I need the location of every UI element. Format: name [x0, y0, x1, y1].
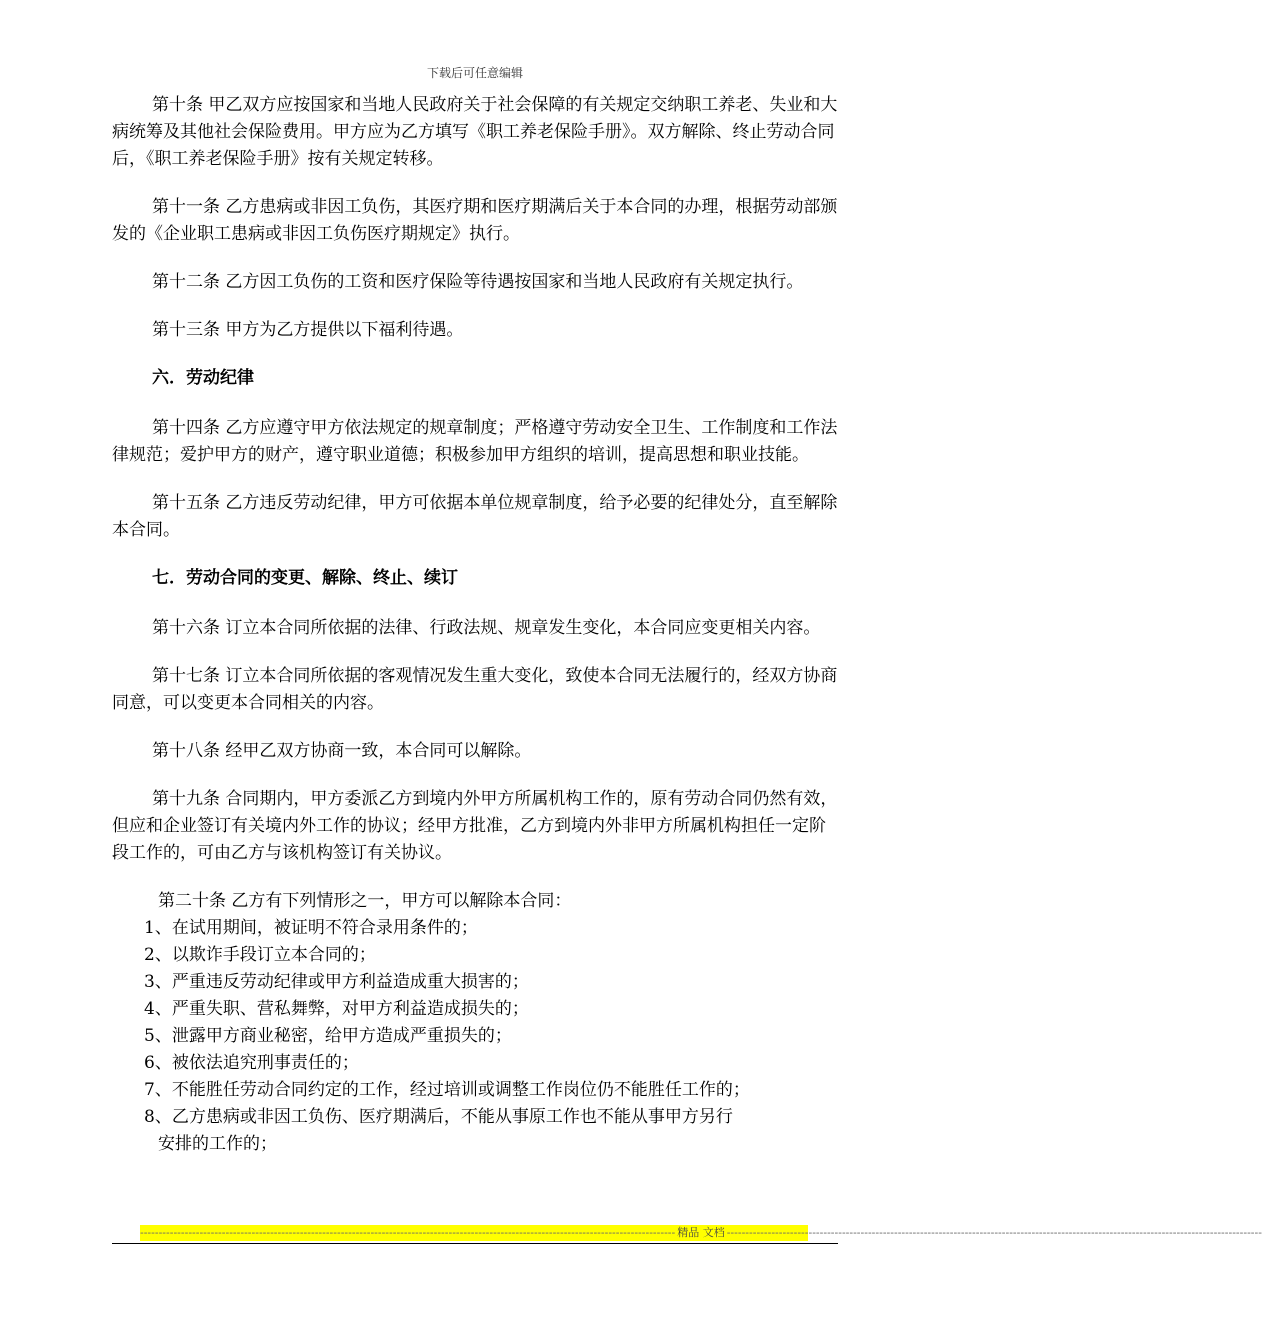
article-18: 第十八条 经甲乙双方协商一致，本合同可以解除。	[152, 741, 532, 761]
article-15: 第十五条 乙方违反劳动纪律，甲方可依据本单位规章制度，给予必要的纪律处分，直至解除本合同。	[112, 493, 838, 540]
article-11: 第十一条 乙方患病或非因工负伤，其医疗期和医疗期满后关于本合同的办理，根据劳动部颁发的《企业职工患病或非因工负伤医疗期规定》执行。	[112, 197, 838, 244]
page-footer	[112, 1225, 1262, 1244]
list-item: 1、在试用期间，被证明不符合录用条件的；	[144, 918, 478, 938]
footer-rule	[112, 1243, 838, 1244]
list-item: 3、严重违反劳动纪律或甲方利益造成重大损害的；	[144, 972, 529, 992]
footer-dashes-right: ------------------------------------------------------------------------------------------------------------------------------------------------	[726, 1226, 1262, 1239]
article-20	[112, 888, 838, 1158]
list-item-continuation: 安排的工作的；	[158, 1134, 277, 1154]
article-20-intro: 第二十条 乙方有下列情形之一，甲方可以解除本合同：	[158, 891, 572, 911]
list-item: 8、乙方患病或非因工负伤、医疗期满后，不能从事原工作也不能从事甲方另行	[144, 1107, 733, 1127]
footer-highlight-band	[140, 1225, 1262, 1241]
article-13: 第十三条 甲方为乙方提供以下福利待遇。	[152, 320, 464, 340]
article-14: 第十四条 乙方应遵守甲方依法规定的规章制度；严格遵守劳动安全卫生、工作制度和工作法律规范；爱护甲方的财产，遵守职业道德；积极参加甲方组织的培训，提高思想和职业技能。	[112, 418, 838, 465]
article-19: 第十九条 合同期内，甲方委派乙方到境内外甲方所属机构工作的，原有劳动合同仍然有效，但应和企业签订有关境内外工作的协议；经甲方批准，乙方到境内外非甲方所属机构担任一定阶段工作的，可由乙方与该机构签订有关协议。	[112, 789, 838, 863]
footer-dashes-left: ------------------------------------------------------------------------------------------------------------------------------------------------	[140, 1226, 676, 1239]
article-16: 第十六条 订立本合同所依据的法律、行政法规、规章发生变化，本合同应变更相关内容。	[152, 618, 821, 638]
list-item: 5、泄露甲方商业秘密，给甲方造成严重损失的；	[144, 1026, 512, 1046]
page-header: 下载后可任意编辑	[426, 66, 523, 80]
list-item: 6、被依法追究刑事责任的；	[144, 1053, 359, 1073]
section-heading-contract-changes: 七．劳动合同的变更、解除、终止、续订	[152, 568, 458, 588]
section-heading-labor-discipline: 六．劳动纪律	[152, 368, 254, 388]
document-body	[112, 92, 838, 1158]
article-10: 第十条 甲乙双方应按国家和当地人民政府关于社会保障的有关规定交纳职工养老、失业和大病统筹及其他社会保险费用。甲方应为乙方填写《职工养老保险手册》。双方解除、终止劳动合同后，《职工养老保险手册》按有关规定转移。	[112, 95, 838, 169]
article-17: 第十七条 订立本合同所依据的客观情况发生重大变化，致使本合同无法履行的，经双方协商同意，可以变更本合同相关的内容。	[112, 666, 838, 713]
footer-label: 精品 文档	[677, 1226, 725, 1239]
list-item: 2、以欺诈手段订立本合同的；	[144, 945, 376, 965]
list-item: 7、不能胜任劳动合同约定的工作，经过培训或调整工作岗位仍不能胜任工作的；	[144, 1080, 750, 1100]
list-item: 4、严重失职、营私舞弊，对甲方利益造成损失的；	[144, 999, 529, 1019]
article-12: 第十二条 乙方因工负伤的工资和医疗保险等待遇按国家和当地人民政府有关规定执行。	[152, 272, 804, 292]
